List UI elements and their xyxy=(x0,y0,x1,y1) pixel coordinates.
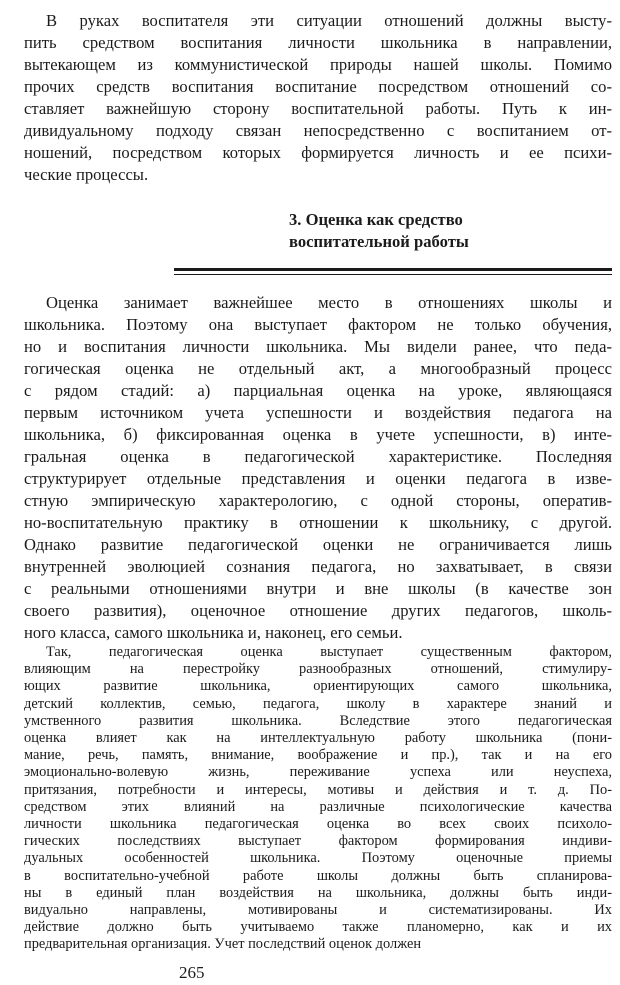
text-line: прочих средств воспитания воспитание посредством отношений со- xyxy=(24,77,612,96)
text-line: оценка влияет как на интеллектуальную работу школьника (пони- xyxy=(24,730,612,746)
text-line: ческие процессы. xyxy=(24,165,149,184)
text-line: с реальными отношениями внутри и вне школы (в качестве зон xyxy=(24,579,612,598)
text-line: дуальных особенностей школьника. Поэтому оценочные приемы xyxy=(24,850,612,867)
text-line: детский коллектив, семью, педагога, школу в характере знаний и xyxy=(24,695,612,712)
text-line: вытекающем из коммунистической природы нашей школы. Помимо xyxy=(24,55,612,74)
text-line: но и воспитания личности школьника. Мы видели ранее, что педа- xyxy=(24,337,612,356)
text-line: школьника, б) фиксированная оценка в учете успешности, в) инте- xyxy=(24,425,612,444)
text-line: своего развития), оценочное отношение других педагогов, школь- xyxy=(24,601,612,620)
text-line: ставляет важнейшую сторону воспитательной работы. Путь к ин- xyxy=(24,99,612,118)
text-line: В руках воспитателя эти ситуации отношений должны высту- xyxy=(46,11,612,30)
text-line: ношений, посредством которых формируется личность и ее психи- xyxy=(24,143,612,162)
text-line: притязания, потребности и интересы, мотивы и действия и т. д. По- xyxy=(24,781,612,798)
text-line: школьника. Поэтому она выступает фактором не только обучения, xyxy=(24,315,612,334)
text-line: эмоционально-волевую жизнь, переживание успеха или неуспеха, xyxy=(24,764,612,781)
heading-rule-thin xyxy=(174,274,612,275)
text-line: предварительная организация. Учет последствий оценок должен xyxy=(24,936,422,953)
text-line: гических последствиях выступает фактором формирования индиви- xyxy=(24,833,612,850)
text-line: ющих развитие школьника, ориентирующих самого школьника, xyxy=(24,678,612,695)
text-line: гогическая оценка не отдельный акт, а многообразный процесс xyxy=(24,359,612,378)
text-line: с рядом стадий: а) парциальная оценка на уроке, являющаяся xyxy=(24,381,612,400)
text-line: ны в единый план воздействия на школьника, должны быть инди- xyxy=(24,884,612,901)
text-line: стную эмпирическую характерологию, с одной стороны, оператив- xyxy=(24,491,612,510)
text-line: Оценка занимает важнейшее место в отношениях школы и xyxy=(46,293,612,312)
text-line: личности школьника педагогическая оценка во всех своих психоло- xyxy=(24,816,612,832)
text-line: но-воспитательную практику в отношении к школьнику, с другой. xyxy=(24,513,612,532)
text-line: гральная оценка в педагогической характеристике. Последняя xyxy=(24,447,612,466)
text-line: действие должно быть учитываемо также планомерно, как и их xyxy=(24,919,612,936)
text-line: пить средством воспитания личности школьника в направлении, xyxy=(24,33,612,52)
text-line: внутренней эволюцией сознания педагога, но захватывает, в связи xyxy=(24,557,612,576)
section-heading-line-1: 3. Оценка как средство xyxy=(289,210,463,229)
section-heading-line-2: воспитательной работы xyxy=(289,232,469,251)
text-line: ного класса, самого школьника и, наконец, его семьи. xyxy=(24,623,403,642)
text-line: влияющим на перестройку разнообразных отношений, стимулиру- xyxy=(24,661,612,678)
text-line: дивидуальному подходу связан непосредственно с воспитанием от- xyxy=(24,121,612,140)
text-line: первым источником учета успешности и воздействия педагога на xyxy=(24,403,612,422)
text-line: структурирует отдельные представления и оценки педагога в изве- xyxy=(24,469,612,488)
text-line: Однако развитие педагогической оценки не ограничивается лишь xyxy=(24,535,612,554)
text-line: средством этих влияний на различные психологические качества xyxy=(24,798,612,815)
text-line: в воспитательно-учебной работе школы должны быть спланирова- xyxy=(24,867,612,884)
text-line: видуально направлены, мотивированы и систематизированы. Их xyxy=(24,902,612,918)
text-line: мание, речь, память, внимание, воображение и пр.), так и на его xyxy=(24,747,612,764)
heading-rule-thick xyxy=(174,268,612,271)
text-line: умственного развития школьника. Вследствие этого педагогическая xyxy=(24,712,612,729)
page-number: 265 xyxy=(179,963,205,982)
text-line: Так, педагогическая оценка выступает существенным фактором, xyxy=(46,644,612,660)
